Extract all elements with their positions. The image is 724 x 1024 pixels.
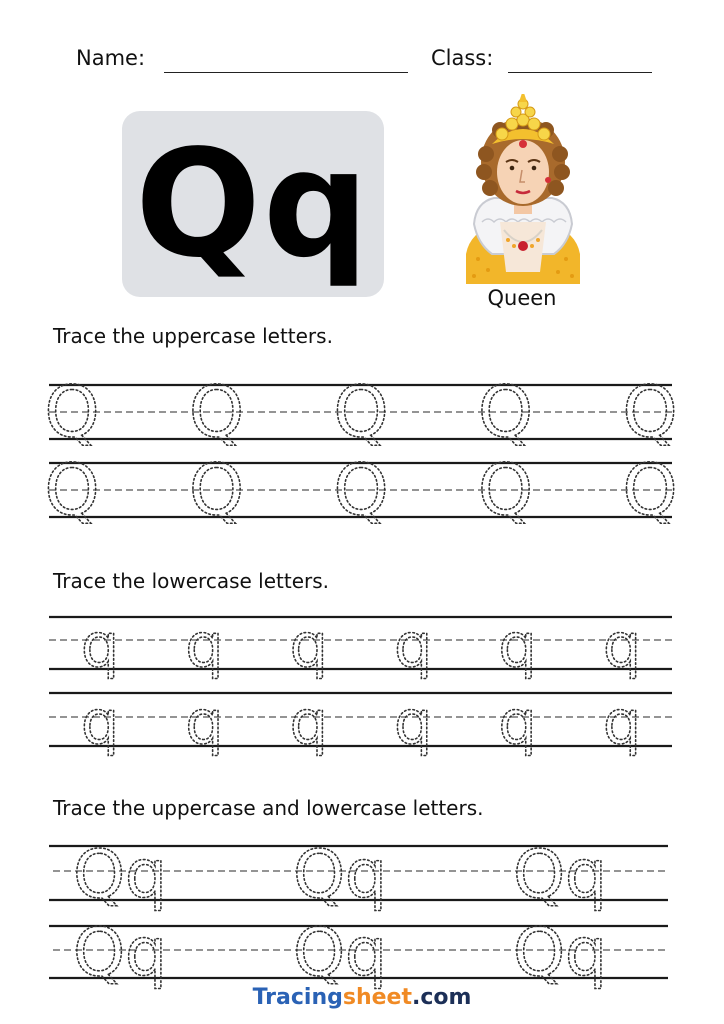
trace-letter: Q — [44, 449, 100, 531]
trace-letter: Q — [333, 371, 389, 453]
picture-word: Queen — [487, 286, 557, 310]
big-letters: Qq — [135, 118, 371, 290]
footer-brand — [0, 985, 724, 1010]
trace-letter: Q — [477, 449, 534, 531]
brand-part-sheet: sheet — [342, 985, 412, 1010]
brand-part-tracing: Tracing — [252, 985, 343, 1010]
trace-letter: q — [289, 611, 328, 681]
trace-letter: Q — [477, 371, 534, 453]
trace-letter: Qq — [513, 836, 607, 913]
trace-letter: q — [289, 688, 328, 758]
trace-letter: q — [80, 688, 120, 758]
trace-letter: q — [498, 611, 537, 681]
trace-letter: Qq — [293, 914, 387, 991]
trace-letter: q — [602, 611, 642, 681]
trace-letter: Qq — [513, 914, 607, 991]
trace-letter: Qq — [73, 914, 167, 991]
class-label: Class: — [431, 46, 494, 70]
trace-letter: Qq — [293, 836, 387, 913]
trace-letter: Qq — [73, 836, 167, 913]
trace-letter: Q — [622, 371, 678, 453]
instruction-mixed: Trace the uppercase and lowercase letters. — [53, 796, 484, 820]
trace-letter: q — [602, 688, 642, 758]
trace-letter: Q — [44, 371, 100, 453]
trace-letter: q — [185, 688, 224, 758]
name-label: Name: — [76, 46, 146, 70]
trace-letter: q — [498, 688, 537, 758]
trace-letter: Q — [188, 449, 245, 531]
trace-letter: Q — [188, 371, 245, 453]
trace-letter: q — [394, 611, 433, 681]
trace-letter: q — [80, 611, 120, 681]
trace-letter: q — [185, 611, 224, 681]
instruction-lowercase: Trace the lowercase letters. — [53, 569, 330, 593]
trace-letter: Q — [333, 449, 389, 531]
instruction-uppercase: Trace the uppercase letters. — [53, 324, 333, 348]
trace-letter: Q — [622, 449, 678, 531]
brand-part-com: .com — [411, 985, 472, 1010]
trace-letter: q — [394, 688, 433, 758]
